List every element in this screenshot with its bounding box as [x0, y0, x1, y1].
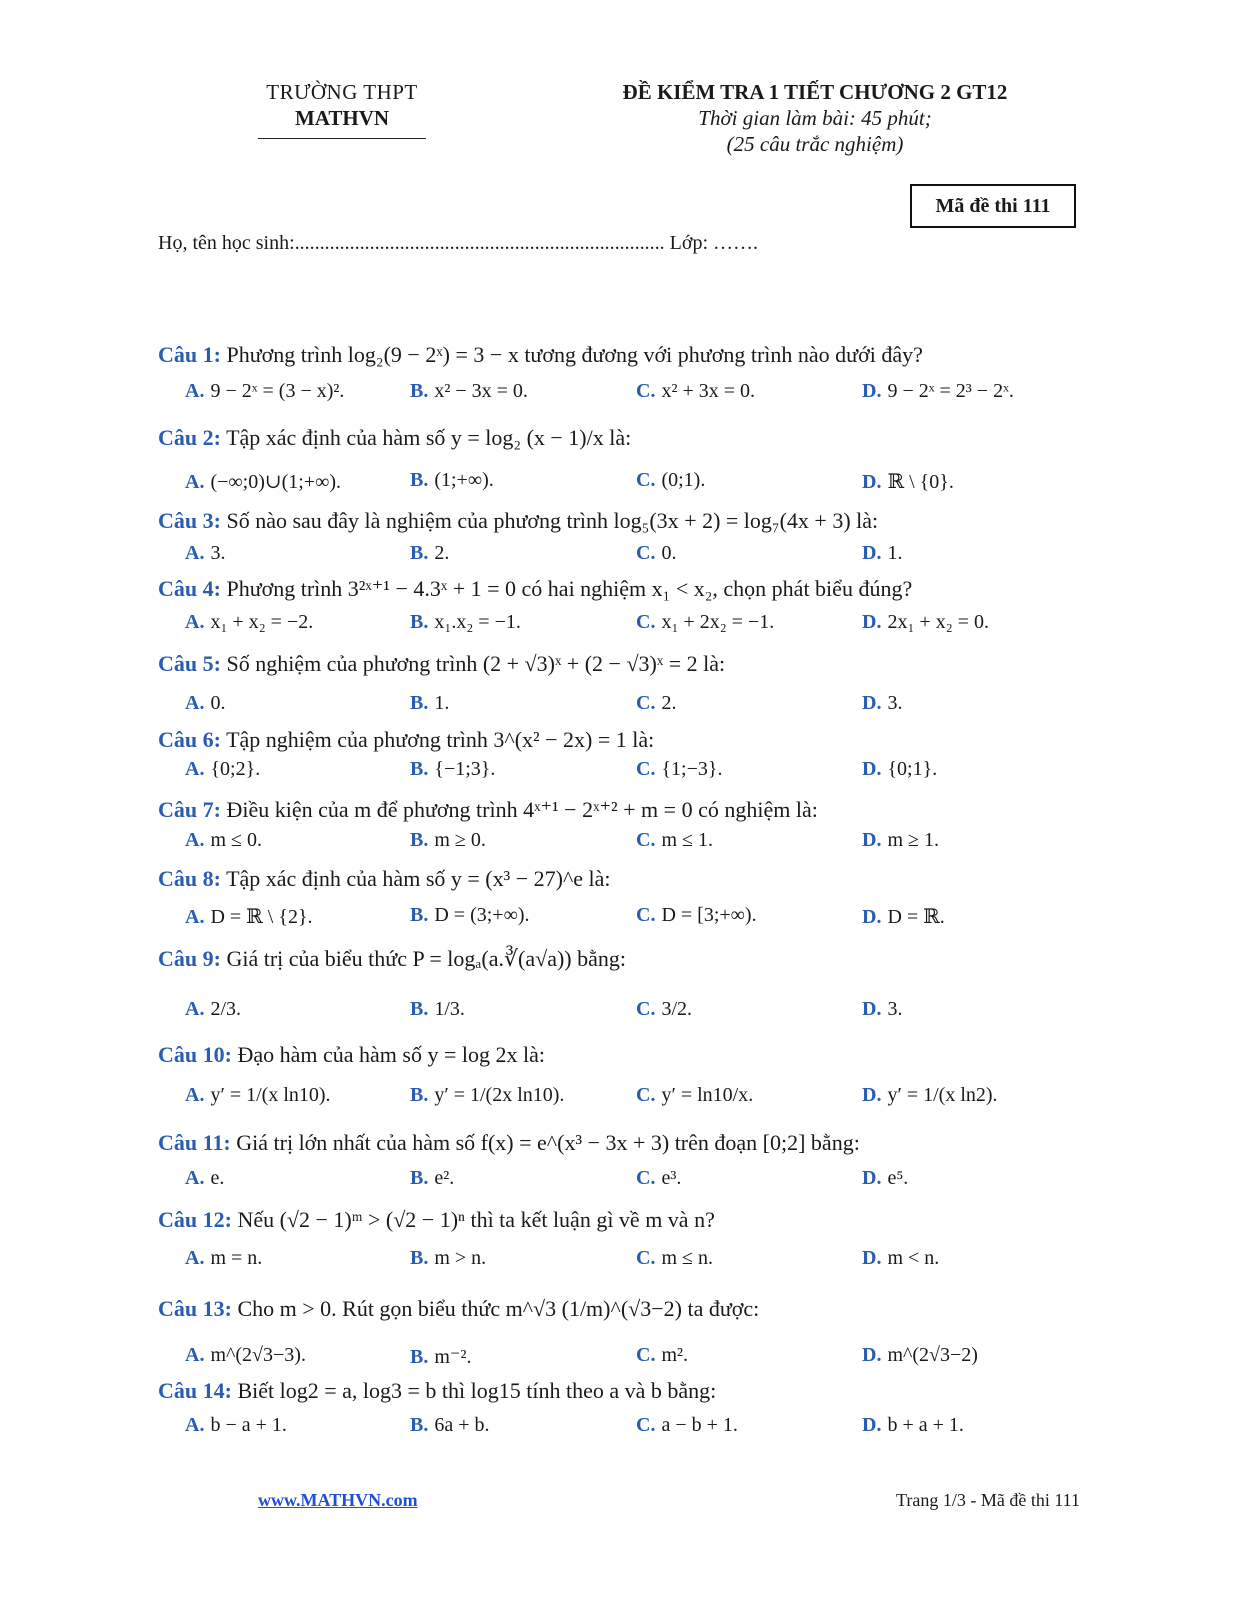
- option-text: 9 − 2ˣ = 2³ − 2ˣ.: [887, 380, 1014, 402]
- option-label: B.: [410, 611, 429, 633]
- option-label: B.: [410, 1084, 429, 1106]
- option-c: [636, 1247, 713, 1270]
- option-d: [862, 829, 939, 852]
- option-text: x₁.x₂ = −1.: [434, 611, 521, 633]
- question-5: [158, 651, 725, 677]
- option-b: [410, 1414, 490, 1437]
- option-d: [862, 758, 937, 781]
- option-label: B.: [410, 692, 429, 714]
- option-c: [636, 1084, 753, 1107]
- option-text: 0.: [661, 542, 677, 564]
- option-a: [185, 1084, 331, 1107]
- exam-title: ĐỀ KIỂM TRA 1 TIẾT CHƯƠNG 2 GT12: [622, 80, 1008, 104]
- option-label: D.: [862, 471, 882, 493]
- option-text: x² + 3x = 0.: [661, 380, 756, 402]
- option-text: 3.: [887, 692, 903, 714]
- option-c: [636, 692, 676, 715]
- question-4: [158, 576, 912, 602]
- option-d: [862, 611, 989, 634]
- option-label: A.: [185, 1247, 205, 1269]
- option-d: [862, 1084, 998, 1107]
- option-a: [185, 542, 225, 565]
- option-text: 6a + b.: [434, 1414, 490, 1436]
- option-a: [185, 380, 344, 403]
- option-b: [410, 692, 449, 715]
- option-text: 1.: [887, 542, 903, 564]
- option-label: A.: [185, 998, 205, 1020]
- question-text: Tập xác định của hàm số y = (x³ − 27)^e là:: [226, 866, 611, 891]
- option-text: m > n.: [434, 1247, 487, 1269]
- question-text: Số nào sau đây là nghiệm của phương trình log₅(3x + 2) = log₇(4x + 3) là:: [226, 508, 879, 533]
- option-text: 9 − 2ˣ = (3 − x)².: [210, 380, 345, 402]
- exam-code-box: Mã đề thi 111: [910, 184, 1076, 228]
- option-text: 2.: [434, 542, 450, 564]
- option-c: [636, 758, 723, 781]
- option-d: [862, 380, 1014, 403]
- question-number: Câu 14:: [158, 1378, 232, 1403]
- option-c: [636, 542, 676, 565]
- option-text: 3.: [210, 542, 226, 564]
- option-label: B.: [410, 542, 429, 564]
- option-label: A.: [185, 1344, 205, 1366]
- option-a: [185, 692, 225, 715]
- question-number: Câu 5:: [158, 651, 221, 676]
- option-a: [185, 1247, 262, 1270]
- question-number: Câu 13:: [158, 1296, 232, 1321]
- footer-page-info: Trang 1/3 - Mã đề thi 111: [896, 1490, 1080, 1510]
- option-label: C.: [636, 1167, 656, 1189]
- option-label: A.: [185, 471, 205, 493]
- question-text: Phương trình 3²ˣ⁺¹ − 4.3ˣ + 1 = 0 có hai nghiệm x₁ < x₂, chọn phát biểu đúng?: [226, 576, 913, 601]
- option-text: (1;+∞).: [434, 469, 494, 491]
- option-text: 2.: [661, 692, 677, 714]
- option-text: m ≤ 0.: [210, 829, 262, 851]
- option-label: D.: [862, 1167, 882, 1189]
- school-name: TRƯỜNG THPT: [266, 80, 418, 104]
- option-d: [862, 542, 902, 565]
- question-number: Câu 4:: [158, 576, 221, 601]
- option-label: B.: [410, 1346, 429, 1368]
- option-b: [410, 829, 486, 852]
- option-label: D.: [862, 692, 882, 714]
- option-text: m⁻².: [434, 1346, 472, 1368]
- option-label: A.: [185, 611, 205, 633]
- option-text: m ≤ n.: [661, 1247, 713, 1269]
- question-number: Câu 10:: [158, 1042, 232, 1067]
- question-number: Câu 12:: [158, 1207, 232, 1232]
- option-text: ℝ \ {0}.: [887, 471, 954, 493]
- option-b: [410, 758, 495, 781]
- question-text: Biết log2 = a, log3 = b thì log15 tính theo a và b bằng:: [237, 1378, 717, 1403]
- question-text: Tập xác định của hàm số y = log₂ (x − 1)/x là:: [226, 425, 632, 450]
- option-text: m ≤ 1.: [661, 829, 713, 851]
- question-number: Câu 7:: [158, 797, 221, 822]
- option-label: B.: [410, 1167, 429, 1189]
- question-text: Số nghiệm của phương trình (2 + √3)ˣ + (2 − √3)ˣ = 2 là:: [226, 651, 726, 676]
- option-label: B.: [410, 1414, 429, 1436]
- option-a: [185, 904, 313, 929]
- option-d: [862, 1414, 964, 1437]
- option-a: [185, 1414, 287, 1437]
- option-label: C.: [636, 998, 656, 1020]
- option-b: [410, 998, 465, 1021]
- option-text: a − b + 1.: [661, 1414, 738, 1436]
- option-c: [636, 1167, 681, 1190]
- option-label: D.: [862, 1344, 882, 1366]
- option-label: D.: [862, 1084, 882, 1106]
- option-text: b + a + 1.: [887, 1414, 964, 1436]
- option-text: 2/3.: [210, 998, 242, 1020]
- option-label: A.: [185, 906, 205, 928]
- option-label: C.: [636, 380, 656, 402]
- option-text: x₁ + x₂ = −2.: [210, 611, 314, 633]
- option-b: [410, 1167, 454, 1190]
- option-b: [410, 1247, 486, 1270]
- option-label: D.: [862, 611, 882, 633]
- option-label: B.: [410, 380, 429, 402]
- option-c: [636, 829, 713, 852]
- option-text: {0;1}.: [887, 758, 938, 780]
- option-label: A.: [185, 380, 205, 402]
- option-d: [862, 469, 954, 494]
- exam-question-count: (25 câu trắc nghiệm): [726, 132, 904, 156]
- option-text: e³.: [661, 1167, 682, 1189]
- option-text: m = n.: [210, 1247, 263, 1269]
- option-a: [185, 469, 341, 494]
- option-text: m < n.: [887, 1247, 940, 1269]
- option-b: [410, 904, 529, 927]
- option-text: {−1;3}.: [434, 758, 496, 780]
- option-label: C.: [636, 758, 656, 780]
- option-text: 3.: [887, 998, 903, 1020]
- option-c: [636, 1344, 688, 1367]
- option-text: e⁵.: [887, 1167, 909, 1189]
- option-label: A.: [185, 1167, 205, 1189]
- option-text: m^(2√3−2): [887, 1344, 978, 1366]
- question-8: [158, 866, 611, 892]
- question-text: Điều kiện của m để phương trình 4ˣ⁺¹ − 2ˣ⁺² + m = 0 có nghiệm là:: [226, 797, 818, 822]
- question-text: Đạo hàm của hàm số y = log 2x là:: [237, 1042, 545, 1067]
- option-c: [636, 998, 692, 1021]
- question-13: [158, 1296, 759, 1322]
- option-text: m ≥ 0.: [434, 829, 486, 851]
- option-label: D.: [862, 1247, 882, 1269]
- question-text: Cho m > 0. Rút gọn biểu thức m^√3 (1/m)^(√3−2) ta được:: [237, 1296, 760, 1321]
- option-label: A.: [185, 692, 205, 714]
- option-text: (0;1).: [661, 469, 706, 491]
- option-label: C.: [636, 611, 656, 633]
- option-a: [185, 611, 313, 634]
- option-text: (−∞;0)∪(1;+∞).: [210, 471, 342, 493]
- option-c: [636, 469, 705, 492]
- option-text: 3/2.: [661, 998, 693, 1020]
- option-d: [862, 998, 902, 1021]
- option-label: D.: [862, 758, 882, 780]
- option-text: m².: [661, 1344, 689, 1366]
- question-12: [158, 1207, 715, 1233]
- question-number: Câu 3:: [158, 508, 221, 533]
- option-label: C.: [636, 542, 656, 564]
- option-text: D = [3;+∞).: [661, 904, 757, 926]
- option-label: C.: [636, 1247, 656, 1269]
- option-b: [410, 380, 528, 403]
- option-text: y′ = 1/(2x ln10).: [434, 1084, 565, 1106]
- option-a: [185, 1344, 306, 1367]
- option-b: [410, 469, 494, 492]
- question-number: Câu 8:: [158, 866, 221, 891]
- option-text: e².: [434, 1167, 455, 1189]
- option-text: x² − 3x = 0.: [434, 380, 528, 402]
- option-label: B.: [410, 904, 429, 926]
- option-label: D.: [862, 1414, 882, 1436]
- option-text: D = (3;+∞).: [434, 904, 530, 926]
- option-a: [185, 829, 262, 852]
- option-b: [410, 611, 521, 634]
- option-text: 2x₁ + x₂ = 0.: [887, 611, 989, 633]
- option-label: A.: [185, 758, 205, 780]
- question-10: [158, 1042, 545, 1068]
- option-b: [410, 542, 449, 565]
- question-11: [158, 1130, 860, 1156]
- option-text: 1/3.: [434, 998, 465, 1020]
- option-label: D.: [862, 380, 882, 402]
- question-text: Nếu (√2 − 1)ᵐ > (√2 − 1)ⁿ thì ta kết luận gì về m và n?: [237, 1207, 715, 1232]
- option-text: {0;2}.: [210, 758, 261, 780]
- option-c: [636, 611, 774, 634]
- option-d: [862, 1167, 908, 1190]
- question-number: Câu 6:: [158, 727, 221, 752]
- footer-link[interactable]: www.MATHVN.com: [258, 1490, 418, 1510]
- question-7: [158, 797, 818, 823]
- option-label: D.: [862, 829, 882, 851]
- option-label: D.: [862, 998, 882, 1020]
- option-c: [636, 1414, 738, 1437]
- option-label: A.: [185, 1414, 205, 1436]
- option-text: b − a + 1.: [210, 1414, 287, 1436]
- question-number: Câu 2:: [158, 425, 221, 450]
- option-label: C.: [636, 692, 656, 714]
- option-label: C.: [636, 469, 656, 491]
- option-d: [862, 692, 902, 715]
- question-text: Giá trị lớn nhất của hàm số f(x) = e^(x³ − 3x + 3) trên đoạn [0;2] bằng:: [236, 1130, 860, 1155]
- option-b: [410, 1084, 564, 1107]
- option-text: m^(2√3−3).: [210, 1344, 306, 1366]
- option-label: B.: [410, 829, 429, 851]
- question-3: [158, 508, 878, 534]
- option-label: B.: [410, 758, 429, 780]
- option-label: C.: [636, 1084, 656, 1106]
- exam-time: Thời gian làm bài: 45 phút;: [698, 106, 932, 130]
- option-text: D = ℝ \ {2}.: [210, 906, 313, 928]
- option-label: D.: [862, 542, 882, 564]
- option-c: [636, 380, 755, 403]
- option-a: [185, 758, 260, 781]
- option-label: C.: [636, 829, 656, 851]
- option-label: A.: [185, 542, 205, 564]
- option-text: 0.: [210, 692, 226, 714]
- option-label: A.: [185, 1084, 205, 1106]
- question-text: Tập nghiệm của phương trình 3^(x² − 2x) = 1 là:: [226, 727, 655, 752]
- question-text: Giá trị của biểu thức P = logₐ(a.∛(a√a)) bằng:: [226, 946, 626, 971]
- option-d: [862, 1344, 978, 1367]
- option-text: x₁ + 2x₂ = −1.: [661, 611, 775, 633]
- student-info-line: Họ, tên học sinh:.......................................................................... Lớp: …….: [158, 232, 758, 254]
- option-text: e.: [210, 1167, 225, 1189]
- option-d: [862, 904, 945, 929]
- question-number: Câu 9:: [158, 946, 221, 971]
- question-number: Câu 11:: [158, 1130, 231, 1155]
- option-text: y′ = 1/(x ln10).: [210, 1084, 331, 1106]
- option-d: [862, 1247, 939, 1270]
- question-6: [158, 727, 654, 753]
- option-label: A.: [185, 829, 205, 851]
- option-text: y′ = 1/(x ln2).: [887, 1084, 998, 1106]
- option-text: y′ = ln10/x.: [661, 1084, 754, 1106]
- option-text: 1.: [434, 692, 450, 714]
- option-label: D.: [862, 906, 882, 928]
- option-label: C.: [636, 904, 656, 926]
- option-label: B.: [410, 469, 429, 491]
- question-2: [158, 425, 631, 451]
- option-a: [185, 1167, 224, 1190]
- question-text: Phương trình log₂(9 − 2ˣ) = 3 − x tương đương với phương trình nào dưới đây?: [226, 342, 923, 367]
- option-b: [410, 1344, 471, 1369]
- option-text: {1;−3}.: [661, 758, 723, 780]
- header-divider: [258, 138, 426, 139]
- option-a: [185, 998, 241, 1021]
- option-label: B.: [410, 1247, 429, 1269]
- option-text: D = ℝ.: [887, 906, 945, 928]
- question-9: [158, 946, 626, 972]
- option-text: m ≥ 1.: [887, 829, 939, 851]
- question-1: [158, 342, 923, 368]
- option-label: C.: [636, 1414, 656, 1436]
- option-label: B.: [410, 998, 429, 1020]
- option-c: [636, 904, 757, 927]
- question-14: [158, 1378, 716, 1404]
- school-subname: MATHVN: [294, 106, 390, 130]
- option-label: C.: [636, 1344, 656, 1366]
- question-number: Câu 1:: [158, 342, 221, 367]
